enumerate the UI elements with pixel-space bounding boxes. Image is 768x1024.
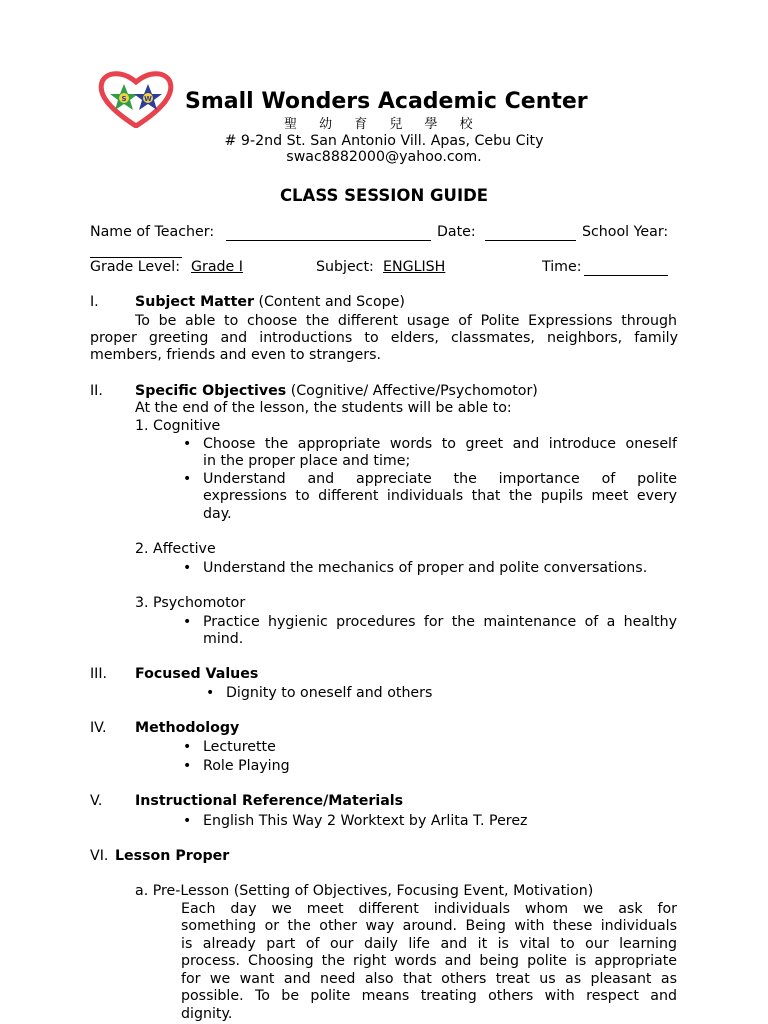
logo-letter-w: W	[144, 95, 152, 103]
section-5-number: V.	[90, 793, 103, 809]
bullet-icon: •	[183, 813, 192, 829]
section-6-number: VI.	[90, 848, 109, 864]
school-year-field[interactable]	[90, 257, 182, 258]
school-year-label: School Year:	[582, 224, 669, 240]
pre-lesson-line-2: something or the other way around. Being with these individuals	[181, 918, 677, 934]
pre-lesson-line-6: possible. To be polite means treating others with respect and	[181, 988, 677, 1004]
school-address: # 9-2nd St. San Antonio Vill. Apas, Cebu City	[224, 133, 544, 149]
section-1-number: I.	[90, 294, 99, 310]
pre-lesson-line-4: process. Choosing the right words and being polite is appropriate	[181, 953, 677, 969]
methodology-item: Role Playing	[203, 758, 290, 774]
section-2-intro: At the end of the lesson, the students will be able to:	[135, 400, 512, 416]
grade-label: Grade Level:	[90, 259, 180, 275]
section-4-title: Methodology	[135, 720, 240, 736]
subject-value: ENGLISH	[383, 259, 446, 275]
cognitive-label: 1. Cognitive	[135, 418, 221, 434]
cognitive-bullet-1-line-1: Choose the appropriate words to greet and introduce oneself	[203, 436, 677, 452]
pre-lesson-line-3: is already part of our daily life and it is vital to our learning	[181, 936, 677, 952]
teacher-label: Name of Teacher:	[90, 224, 215, 240]
cognitive-bullet-2-line-1: Understand and appreciate the importance of polite	[203, 471, 677, 487]
bullet-icon: •	[206, 685, 215, 701]
pre-lesson-line-7: dignity.	[181, 1006, 233, 1022]
logo-letter-s: S	[121, 95, 127, 103]
psychomotor-bullet-1-line-2: mind.	[203, 631, 244, 647]
pre-lesson-label: a. Pre-Lesson (Setting of Objectives, Focusing Event, Motivation)	[135, 883, 594, 899]
date-label: Date:	[437, 224, 476, 240]
cognitive-bullet-2-line-2: expressions to different individuals that the pupils meet every	[203, 488, 677, 504]
teacher-field[interactable]	[226, 240, 431, 241]
bullet-icon: •	[183, 739, 192, 755]
section-1-heading	[135, 294, 405, 312]
section-1-title: Subject Matter	[135, 294, 254, 310]
section-2-title: Specific Objectives	[135, 383, 287, 399]
date-field[interactable]	[485, 240, 576, 241]
section-3-title: Focused Values	[135, 666, 259, 682]
pre-lesson-line-5: for we want and need also that others treat us as pleasant as	[181, 971, 677, 987]
psychomotor-bullet-1-line-1: Practice hygienic procedures for the maintenance of a healthy	[203, 614, 677, 630]
section-2-number: II.	[90, 383, 103, 399]
methodology-item: Lecturette	[203, 739, 276, 755]
school-logo	[98, 70, 174, 128]
psychomotor-label: 3. Psychomotor	[135, 595, 246, 611]
section-5-title: Instructional Reference/Materials	[135, 793, 404, 809]
cognitive-bullet-2-line-3: day.	[203, 506, 232, 522]
section-3-number: III.	[90, 666, 108, 682]
bullet-icon: •	[183, 471, 192, 487]
affective-bullet-1: Understand the mechanics of proper and polite conversations.	[203, 560, 648, 576]
school-email: swac8882000@yahoo.com.	[286, 149, 482, 165]
focused-value-item: Dignity to oneself and others	[226, 685, 433, 701]
section-1-note: (Content and Scope)	[258, 294, 405, 310]
cognitive-bullet-1-line-2: in the proper place and time;	[203, 453, 411, 469]
school-name: Small Wonders Academic Center	[185, 89, 588, 114]
document-title: CLASS SESSION GUIDE	[279, 186, 489, 205]
section-1-line-2: proper greeting and introductions to elders, classmates, neighbors, family	[90, 330, 678, 346]
heart-icon	[101, 74, 171, 126]
chinese-name: 聖 幼 育 兒 學 校	[284, 117, 475, 132]
bullet-icon: •	[183, 758, 192, 774]
time-label: Time:	[542, 259, 582, 275]
section-1-line-3: members, friends and even to strangers.	[90, 347, 381, 363]
section-6-title: Lesson Proper	[115, 848, 230, 864]
subject-label: Subject:	[316, 259, 374, 275]
time-field[interactable]	[584, 275, 668, 276]
affective-label: 2. Affective	[135, 541, 216, 557]
bullet-icon: •	[183, 560, 192, 576]
section-2-heading	[135, 383, 538, 401]
section-1-line-1: To be able to choose the different usage of Polite Expressions through	[135, 313, 677, 329]
bullet-icon: •	[183, 614, 192, 630]
bullet-icon: •	[183, 436, 192, 452]
grade-value: Grade I	[191, 259, 243, 275]
section-4-number: IV.	[90, 720, 107, 736]
pre-lesson-line-1: Each day we meet different individuals whom we ask for	[181, 901, 677, 917]
reference-item: English This Way 2 Worktext by Arlita T. Perez	[203, 813, 528, 829]
section-2-note: (Cognitive/ Affective/Psychomotor)	[290, 383, 538, 399]
